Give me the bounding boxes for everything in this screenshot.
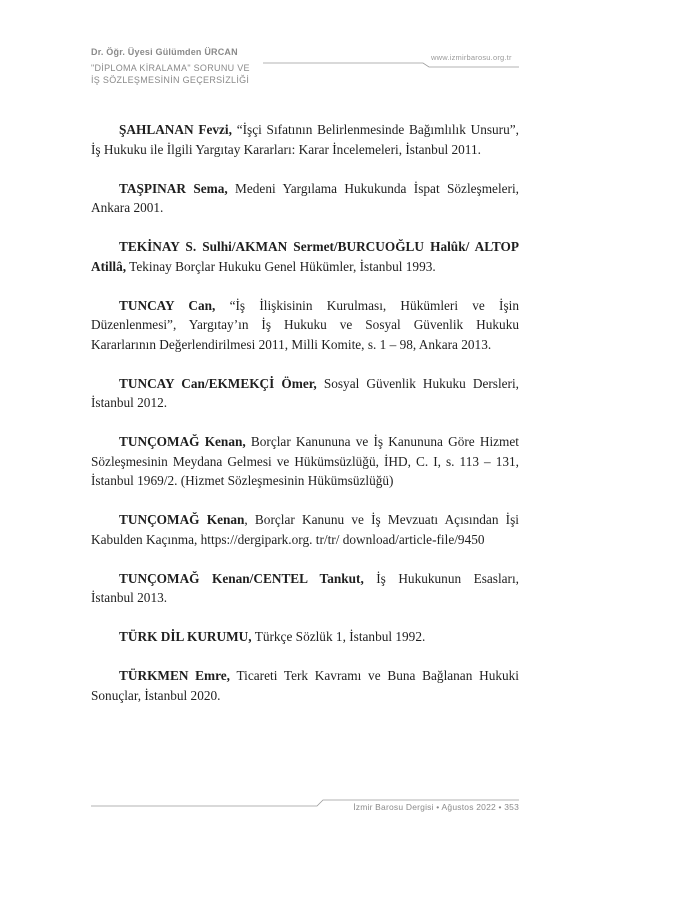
entry-text: Türkçe Sözlük 1, İstanbul 1992. (251, 629, 426, 644)
footer-journal: İzmir Barosu Dergisi • Ağustos 2022 • 353 (353, 802, 519, 812)
entry-author: TUNÇOMAĞ Kenan/CENTEL Tankut, (119, 570, 364, 586)
running-header-author: Dr. Öğr. Üyesi Gülümden ÜRCAN (91, 47, 238, 57)
entry-author: TÜRK DİL KURUMU, (119, 629, 252, 644)
bibliography-entry (91, 296, 519, 355)
bibliography-entry (91, 627, 519, 647)
bibliography-entry (91, 120, 519, 159)
entry-author: TEKİNAY S. Sulhi/AKMAN Sermet/BURCUOĞLU Halûk/ ALTOP Atillâ, (91, 239, 519, 274)
entry-author: TÜRKMEN Emre, (119, 668, 231, 683)
entry-text: Ticareti Terk Kavramı ve Buna Bağlanan Hukuki Sonuçlar, İstanbul 2020. (91, 668, 519, 703)
bibliography-entry (91, 510, 519, 549)
entry-author: TUNCAY Can, (119, 297, 216, 313)
header-url: www.izmirbarosu.org.tr (431, 53, 512, 62)
header-rule (263, 62, 519, 68)
bibliography-entry (91, 374, 519, 413)
entry-text: , Borçlar Kanunu ve İş Mevzuatı Açısından İşi Kabulden Kaçınma, https://dergipark.org. tr/tr/ download/article-file/9450 (91, 512, 519, 547)
entry-text: “İşçi Sıfatının Belirlenmesinde Bağımlılık Unsuru”, İş Hukuku ile İlgili Yargıtay Kararları: Karar İncelemeleri, İstanbul 2011. (91, 122, 519, 157)
entry-text: Sosyal Güvenlik Hukuku Dersleri, İstanbul 2012. (91, 375, 520, 410)
entry-author: ŞAHLANAN Fevzi, (119, 122, 232, 137)
entry-author: TUNÇOMAĞ Kenan, (119, 434, 246, 449)
bibliography-entry (91, 432, 519, 491)
entry-text: Medeni Yargılama Hukukunda İspat Sözleşmeleri, Ankara 2001. (91, 180, 520, 215)
entry-author: TAŞPINAR Sema, (119, 180, 228, 196)
running-header-title-line1: "DİPLOMA KİRALAMA" SORUNU VE (91, 63, 250, 73)
bibliography-entry (91, 666, 519, 705)
entry-text: Borçlar Kanununa ve İş Kanununa Göre Hizmet Sözleşmesinin Meydana Gelmesi ve Hükümsüzlüğü, İHD, C. I, s. 113 – 131, İstanbul 1969/2. (Hizmet Sözleşmesinin Hükümsüzlüğü) (91, 434, 519, 488)
running-header-title-line2: İŞ SÖZLEŞMESİNİN GEÇERSİZLİĞİ (91, 75, 250, 85)
entry-text: Tekinay Borçlar Hukuku Genel Hükümler, İstanbul 1993. (126, 258, 436, 274)
entry-text: “İş İlişkisinin Kurulması, Hükümleri ve İşin Düzenlenmesi”, Yargıtay’ın İş Hukuku ve Sosyal Güvenlik Hukuku Kararlarının Değerlendirilmesi 2011, Milli Komite, s. 1 – 98, Ankara 2013. (91, 297, 519, 352)
bibliography-entry (91, 569, 519, 608)
bibliography-list (91, 120, 519, 725)
bibliography-entry (91, 237, 519, 276)
entry-author: TUNCAY Can/EKMEKÇİ Ömer, (119, 375, 317, 391)
entry-text: İş Hukukunun Esasları, İstanbul 2013. (91, 570, 520, 605)
entry-author: TUNÇOMAĞ Kenan (119, 512, 245, 527)
bibliography-entry (91, 179, 519, 218)
